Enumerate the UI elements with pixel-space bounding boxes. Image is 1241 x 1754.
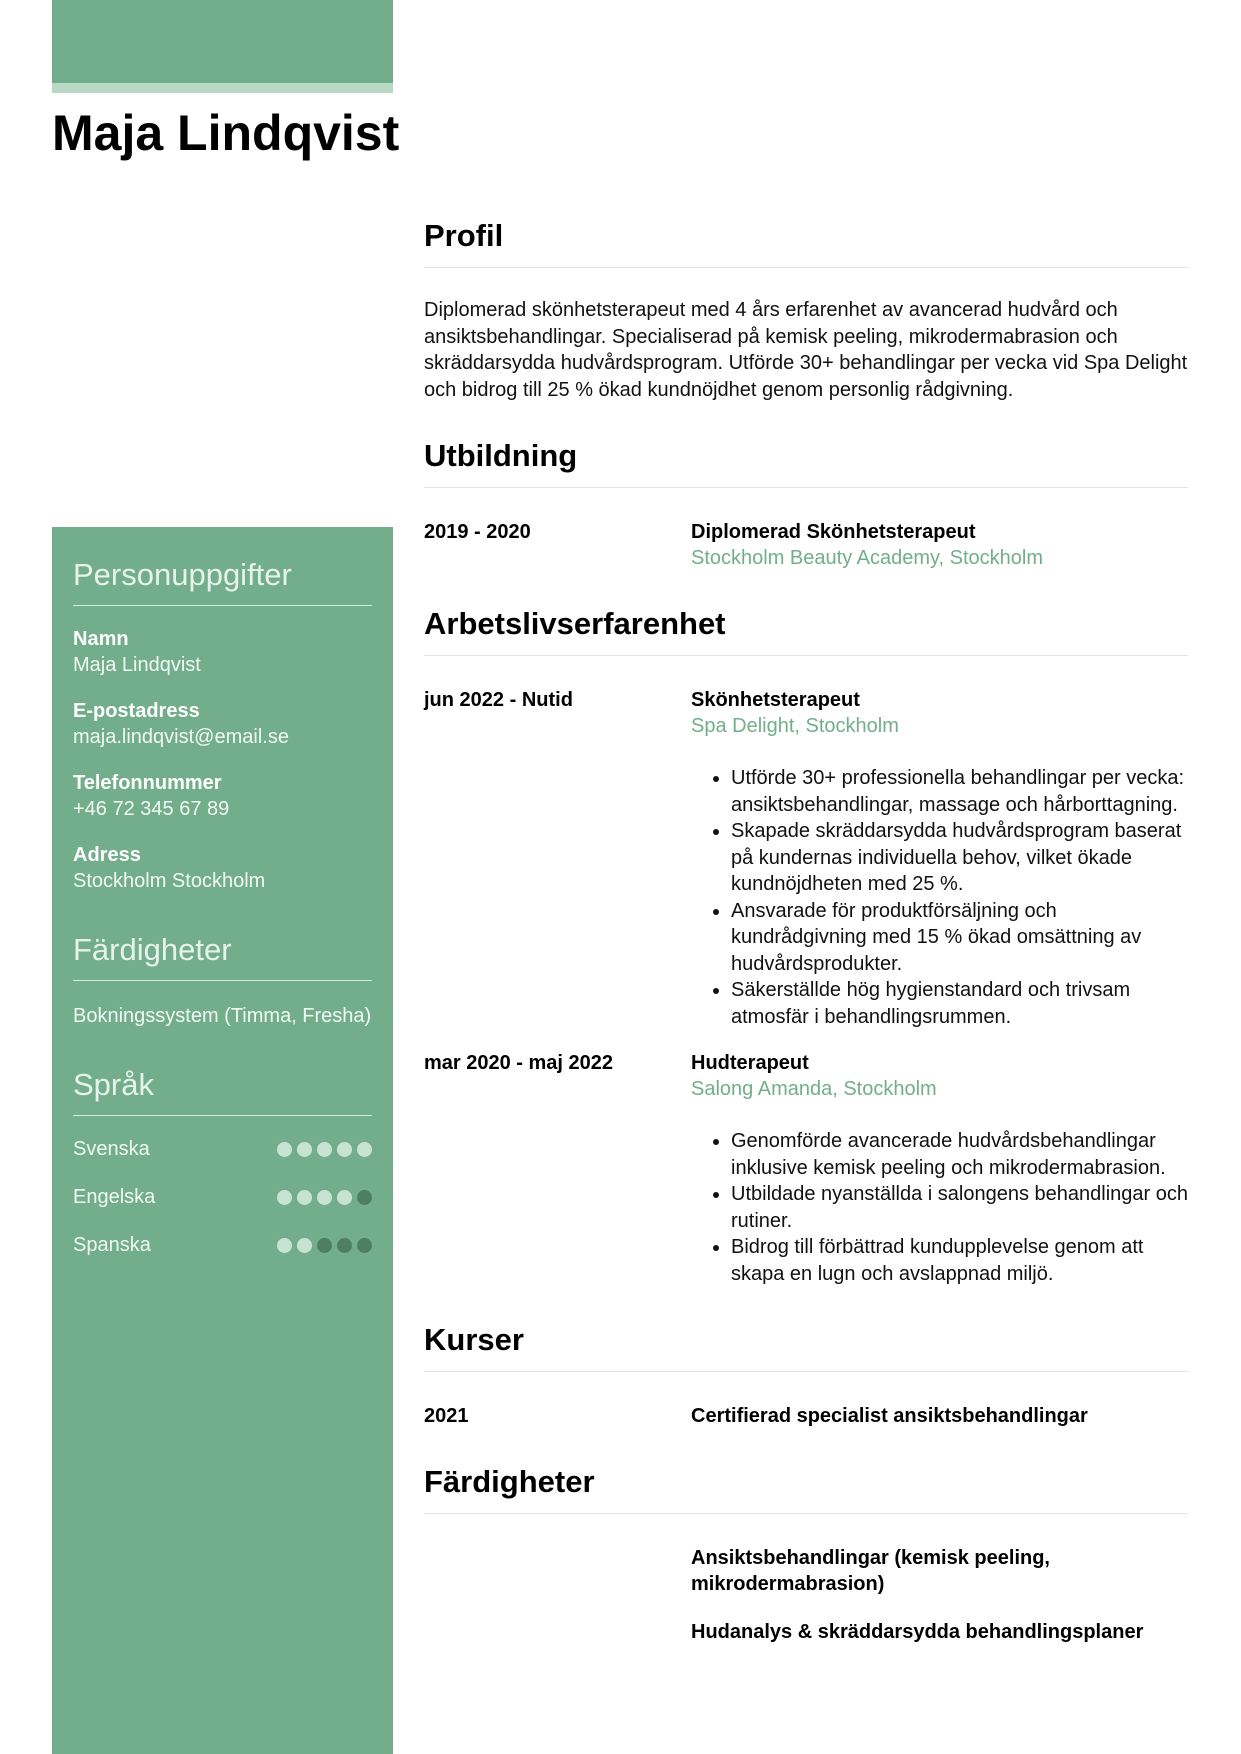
education-entry bbox=[424, 519, 1188, 571]
education-section bbox=[424, 438, 1188, 571]
field-label: Telefonnummer bbox=[73, 772, 222, 794]
entry-title: Diplomerad Skönhetsterapeut bbox=[691, 521, 976, 543]
skills-section bbox=[424, 1464, 1188, 1645]
level-dot-filled bbox=[297, 1238, 312, 1253]
level-dot-empty bbox=[317, 1238, 332, 1253]
personal-field bbox=[73, 698, 372, 750]
level-dot-filled bbox=[317, 1190, 332, 1205]
sidebar-skills-heading: Färdigheter bbox=[73, 932, 372, 981]
language-level-dots bbox=[277, 1142, 372, 1157]
sidebar-skills-section bbox=[73, 932, 372, 1029]
language-name: Engelska bbox=[73, 1185, 156, 1208]
language-row bbox=[73, 1136, 372, 1162]
personal-field bbox=[73, 770, 372, 822]
entry-body bbox=[691, 687, 1188, 1030]
personal-info-section bbox=[73, 557, 372, 894]
entry-title: Hudterapeut bbox=[691, 1052, 809, 1074]
skill-item: Ansiktsbehandlingar (kemisk peeling, mikrodermabrasion) bbox=[691, 1547, 1050, 1595]
sidebar bbox=[52, 527, 393, 1754]
bullet-item: • Skapade skräddarsydda hudvårdsprogram baserat på kundernas individuella behov, vilket ökade kundnöjdheten med 25 %. bbox=[731, 818, 1188, 898]
level-dot-filled bbox=[277, 1190, 292, 1205]
languages-heading: Språk bbox=[73, 1067, 372, 1116]
entry-date: jun 2022 - Nutid bbox=[424, 689, 573, 711]
bullet-item: • Genomförde avancerade hudvårdsbehandlingar inklusive kemisk peeling och mikrodermabrasion. bbox=[731, 1128, 1188, 1181]
entry-organization: Stockholm Beauty Academy, Stockholm bbox=[691, 547, 1044, 569]
field-value: Stockholm Stockholm bbox=[73, 870, 266, 892]
profile-heading: Profil bbox=[424, 218, 1188, 268]
entry-date-empty bbox=[424, 1545, 691, 1645]
personal-field bbox=[73, 842, 372, 894]
level-dot-filled bbox=[297, 1142, 312, 1157]
courses-heading: Kurser bbox=[424, 1322, 1188, 1372]
experience-section bbox=[424, 606, 1188, 1287]
entry-body bbox=[691, 519, 1188, 571]
language-level-dots bbox=[277, 1238, 372, 1253]
language-name: Spanska bbox=[73, 1233, 151, 1256]
header-accent-stripe bbox=[52, 83, 393, 93]
entry-body bbox=[691, 1403, 1188, 1429]
entry-bullets bbox=[691, 765, 1188, 1030]
language-row bbox=[73, 1232, 372, 1258]
entry-organization: Spa Delight, Stockholm bbox=[691, 715, 899, 737]
field-value: Maja Lindqvist bbox=[73, 654, 201, 676]
skills-heading: Färdigheter bbox=[424, 1464, 1188, 1514]
profile-text: Diplomerad skönhetsterapeut med 4 års erfarenhet av avancerad hudvård och ansiktsbehandlingar. Specialiserad på kemisk peeling, mikrodermabrasion och skräddarsydda hudvårdsprogram. Utförde 30+ behandlingar per vecka vid Spa Delight och bidrog till 25 % ökad kundnöjdhet genom personlig rådgivning. bbox=[424, 299, 1188, 401]
language-level-dots bbox=[277, 1190, 372, 1205]
profile-section bbox=[424, 218, 1188, 403]
field-label: Namn bbox=[73, 628, 129, 650]
field-value: +46 72 345 67 89 bbox=[73, 798, 230, 820]
entry-date: mar 2020 - maj 2022 bbox=[424, 1052, 614, 1074]
experience-heading: Arbetslivserfarenhet bbox=[424, 606, 1188, 656]
education-heading: Utbildning bbox=[424, 438, 1188, 488]
field-label: Adress bbox=[73, 844, 141, 866]
sidebar-skill-item: Bokningssystem (Timma, Fresha) bbox=[73, 1005, 372, 1027]
personal-info-heading: Personuppgifter bbox=[73, 557, 372, 606]
level-dot-filled bbox=[277, 1142, 292, 1157]
field-label: E-postadress bbox=[73, 700, 200, 722]
bullet-item: • Ansvarade för produktförsäljning och kundrådgivning med 15 % ökad omsättning av hudvårdsprodukter. bbox=[731, 898, 1188, 978]
entry-date: 2019 - 2020 bbox=[424, 521, 531, 543]
level-dot-filled bbox=[297, 1190, 312, 1205]
bullet-item: • Utbildade nyanställda i salongens behandlingar och rutiner. bbox=[731, 1181, 1188, 1234]
bullet-item: • Bidrog till förbättrad kundupplevelse genom att skapa en lugn och avslappnad miljö. bbox=[731, 1234, 1188, 1287]
level-dot-empty bbox=[357, 1238, 372, 1253]
candidate-name: Maja Lindqvist bbox=[52, 105, 400, 161]
skill-item: Hudanalys & skräddarsydda behandlingsplaner bbox=[691, 1621, 1144, 1643]
level-dot-filled bbox=[357, 1142, 372, 1157]
skills-list bbox=[691, 1545, 1188, 1645]
languages-list bbox=[73, 1136, 372, 1258]
level-dot-empty bbox=[337, 1238, 352, 1253]
skills-entry bbox=[424, 1545, 1188, 1645]
level-dot-filled bbox=[277, 1238, 292, 1253]
entry-organization: Salong Amanda, Stockholm bbox=[691, 1078, 937, 1100]
level-dot-empty bbox=[357, 1190, 372, 1205]
language-row bbox=[73, 1184, 372, 1210]
level-dot-filled bbox=[317, 1142, 332, 1157]
entry-body bbox=[691, 1050, 1188, 1287]
entry-title: Certifierad specialist ansiktsbehandlingar bbox=[691, 1405, 1088, 1427]
level-dot-filled bbox=[337, 1190, 352, 1205]
experience-entry bbox=[424, 1050, 1188, 1287]
level-dot-filled bbox=[337, 1142, 352, 1157]
course-entry bbox=[424, 1403, 1188, 1429]
main-content bbox=[424, 218, 1188, 1645]
experience-entry bbox=[424, 687, 1188, 1030]
personal-field bbox=[73, 626, 372, 678]
courses-section bbox=[424, 1322, 1188, 1429]
entry-bullets bbox=[691, 1128, 1188, 1287]
entry-date: 2021 bbox=[424, 1405, 469, 1427]
language-name: Svenska bbox=[73, 1137, 150, 1160]
bullet-item: • Säkerställde hög hygienstandard och trivsam atmosfär i behandlingsrummen. bbox=[731, 977, 1188, 1030]
field-value: maja.lindqvist@email.se bbox=[73, 726, 289, 748]
languages-section bbox=[73, 1067, 372, 1258]
header-accent-bar bbox=[52, 0, 393, 83]
bullet-item: • Utförde 30+ professionella behandlingar per vecka: ansiktsbehandlingar, massage och hårborttagning. bbox=[731, 765, 1188, 818]
entry-title: Skönhetsterapeut bbox=[691, 689, 860, 711]
